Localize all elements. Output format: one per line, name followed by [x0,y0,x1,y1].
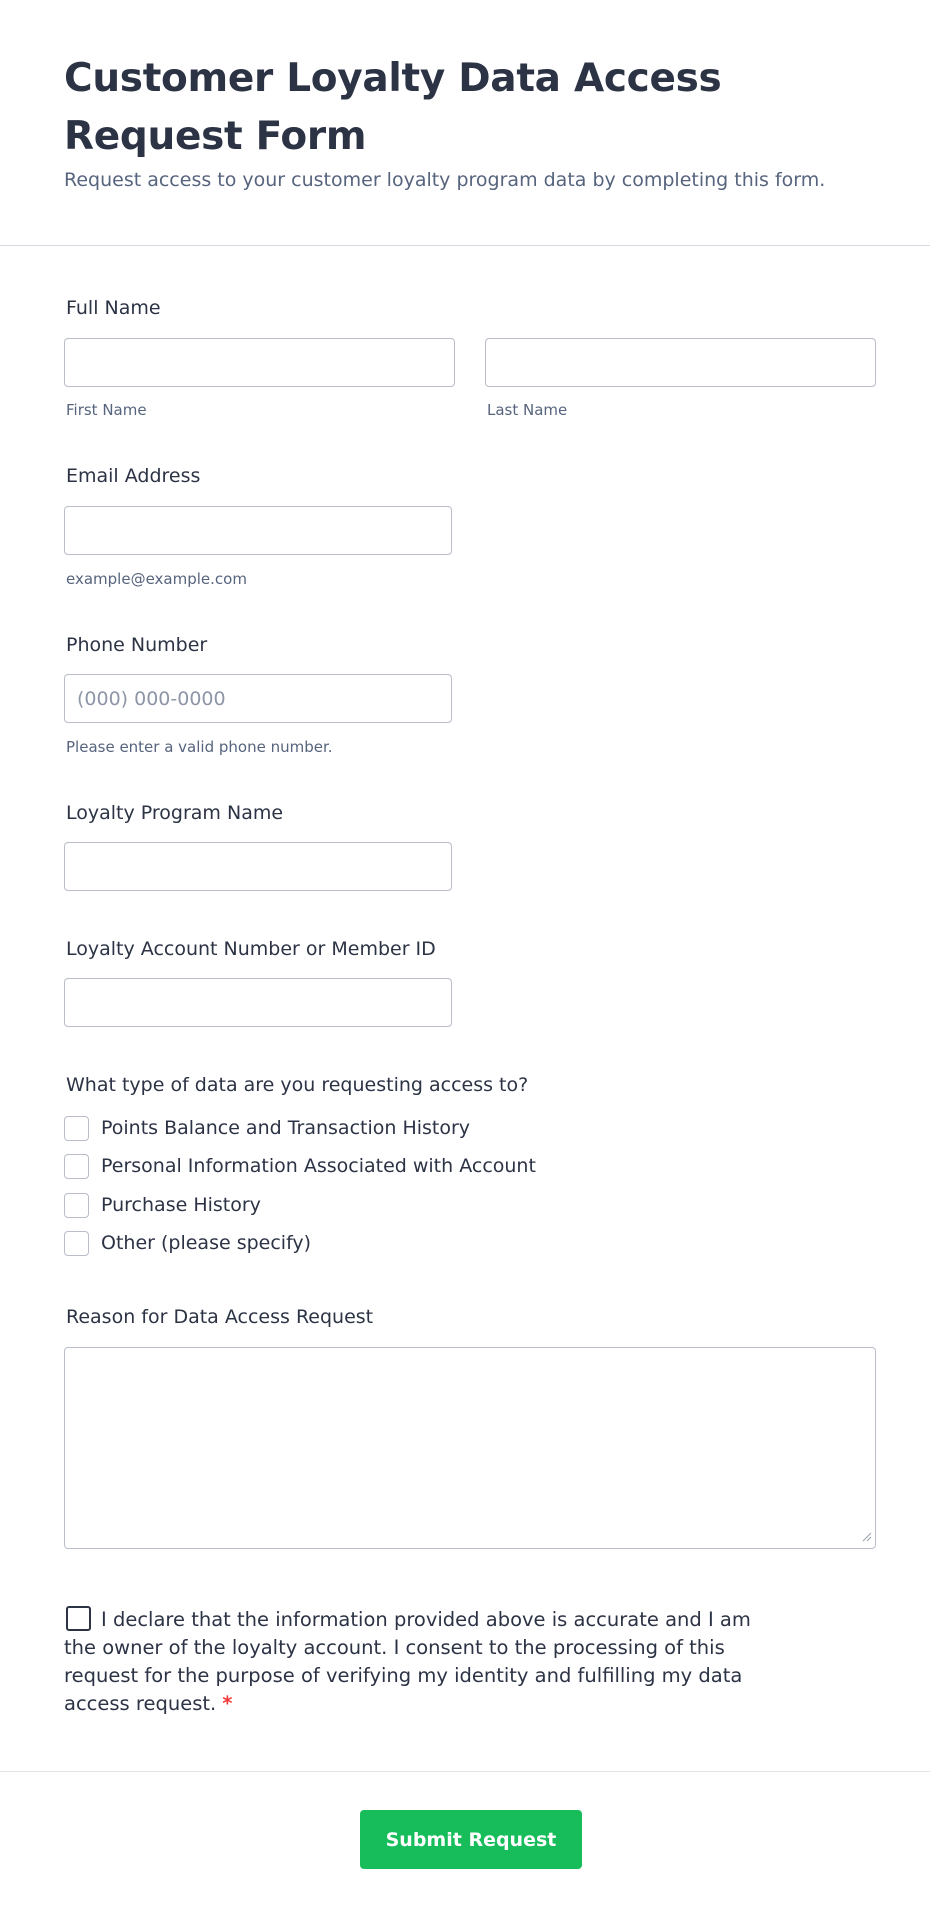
phone-input[interactable] [64,674,452,723]
data-type-label: What type of data are you requesting access to? [66,1074,529,1096]
first-name-sublabel: First Name [66,401,147,419]
first-name-input[interactable] [64,338,455,387]
required-marker: * [222,1692,233,1715]
data-type-option[interactable] [64,1192,261,1218]
program-name-label: Loyalty Program Name [66,802,284,824]
data-type-option[interactable] [64,1230,311,1256]
page-title: Customer Loyalty Data Access Request Form [64,56,722,159]
last-name-sublabel: Last Name [487,401,568,419]
reason-label: Reason for Data Access Request [66,1306,374,1328]
checkbox[interactable] [64,1116,89,1141]
checkbox-label[interactable]: Personal Information Associated with Account [101,1155,536,1177]
checkbox-label[interactable]: Other (please specify) [101,1232,312,1254]
declaration [64,1606,784,1718]
data-type-option[interactable] [64,1153,536,1179]
email-input[interactable] [64,506,452,555]
checkbox-label[interactable]: Purchase History [101,1194,261,1216]
reason-textarea[interactable] [64,1347,876,1549]
program-name-input[interactable] [64,842,452,891]
full-name-label: Full Name [66,297,161,319]
account-number-input[interactable] [64,978,452,1027]
phone-sublabel: Please enter a valid phone number. [66,738,333,756]
phone-label: Phone Number [66,634,208,656]
declaration-checkbox[interactable] [66,1606,91,1631]
email-label: Email Address [66,465,201,487]
page-subtitle: Request access to your customer loyalty program data by completing this form. [64,169,826,191]
form-header [0,0,930,246]
checkbox[interactable] [64,1193,89,1218]
account-number-label: Loyalty Account Number or Member ID [66,938,436,960]
checkbox[interactable] [64,1231,89,1256]
resize-handle-icon[interactable] [860,1530,872,1542]
submit-button[interactable]: Submit Request [360,1810,582,1869]
declaration-text[interactable]: I declare that the information provided above is accurate and I am the owner of the loyalty account. I consent to the processing of this request for the purpose of verifying my identity and fulfilling my data access request. [64,1608,751,1715]
data-type-option[interactable] [64,1115,470,1141]
checkbox[interactable] [64,1154,89,1179]
last-name-input[interactable] [485,338,876,387]
email-sublabel: example@example.com [66,570,247,588]
checkbox-label[interactable]: Points Balance and Transaction History [101,1117,471,1139]
